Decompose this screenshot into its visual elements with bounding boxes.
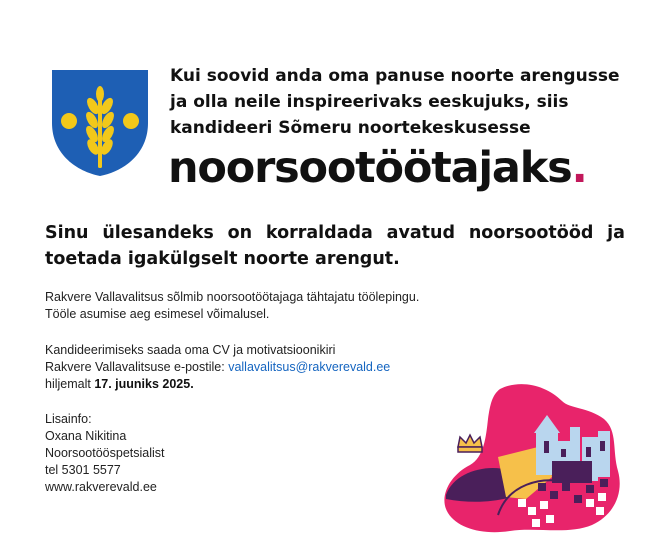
contact-phone[interactable]: tel 5301 5577	[45, 463, 121, 477]
intro-line-1: Kui soovid anda oma panuse noorte arengusse	[170, 66, 620, 86]
contract-line-2: Tööle asumise aeg esimesel võimalusel.	[45, 307, 270, 321]
contact-label: Lisainfo:	[45, 412, 92, 426]
job-title	[168, 143, 587, 193]
task-description: Sinu ülesandeks on korraldada avatud noorsootööd ja toetada igakülgselt noorte arengut.	[45, 223, 625, 269]
contract-paragraph	[45, 289, 419, 323]
contract-line-1: Rakvere Vallavalitsus sõlmib noorsootöötajaga tähtajatu töölepingu.	[45, 290, 420, 304]
crest-emblem	[50, 68, 150, 178]
application-line-3	[45, 376, 390, 393]
job-title-dot: .	[571, 143, 587, 193]
intro-line-2: ja olla neile inspireerivaks eeskujuks, siis	[170, 92, 569, 112]
application-line-2	[45, 359, 390, 376]
deadline-prefix: hiljemalt	[45, 377, 95, 391]
crest-left-circle	[61, 113, 77, 129]
contact-name: Oxana Nikitina	[45, 429, 127, 443]
email-prefix: Rakvere Vallavalitsuse e-postile:	[45, 360, 229, 374]
contact-info	[45, 411, 165, 496]
intro-line-3: kandideeri Sõmeru noortekeskusesse	[170, 118, 531, 138]
application-line-1: Kandideerimiseks saada oma CV ja motivatsioonikiri	[45, 343, 336, 357]
intro-heading	[170, 63, 630, 141]
email-link[interactable]: vallavalitsus@rakverevald.ee	[228, 360, 391, 374]
contact-website[interactable]: www.rakverevald.ee	[45, 480, 157, 494]
crown-icon	[458, 435, 482, 452]
deadline-date: 17. juuniks 2025.	[94, 377, 194, 391]
decorative-illustration	[428, 375, 628, 535]
application-paragraph	[45, 342, 390, 393]
job-title-word: noorsootöötajaks	[168, 143, 572, 193]
contact-role: Noorsootööspetsialist	[45, 446, 165, 460]
crest-right-circle	[123, 113, 139, 129]
